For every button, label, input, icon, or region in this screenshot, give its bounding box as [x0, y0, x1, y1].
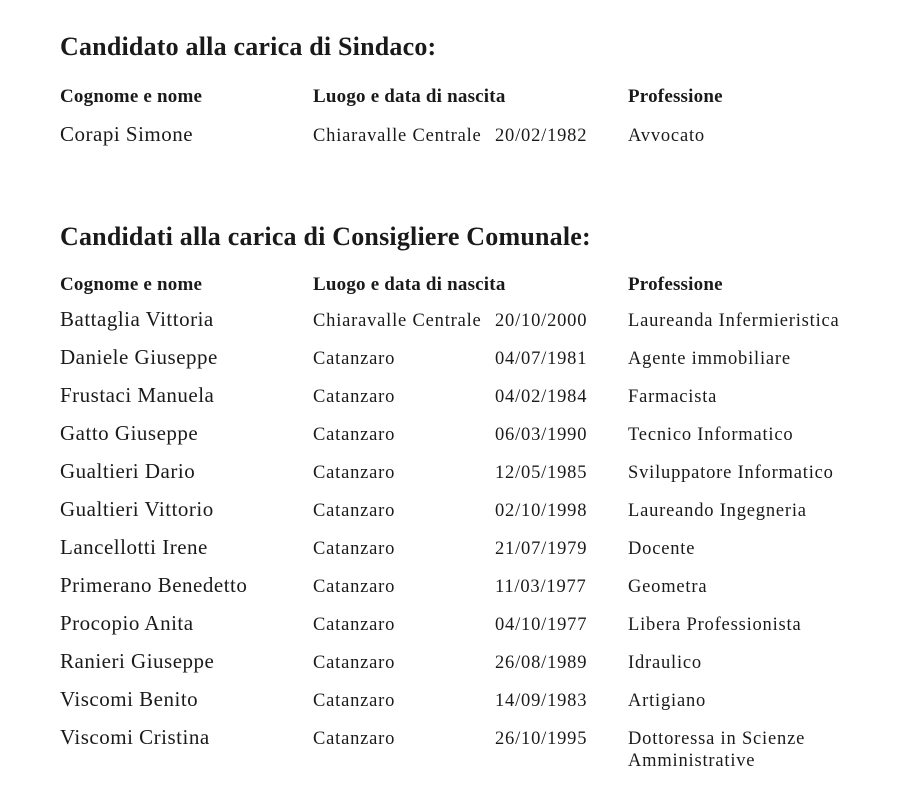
table-header-row [60, 274, 917, 307]
profession: Artigiano [628, 691, 707, 711]
column-header-name: Cognome e nome [60, 86, 203, 107]
column-header-birth: Luogo e data di nascita [313, 86, 506, 107]
birth-place: Chiaravalle Centrale [313, 126, 482, 146]
profession: Avvocato [628, 126, 705, 146]
candidate-name: Battaglia Vittoria [60, 307, 214, 331]
birth-date: 06/03/1990 [495, 425, 588, 445]
birth-date: 26/08/1989 [495, 653, 588, 673]
birth-date: 11/03/1977 [495, 577, 587, 597]
profession: Libera Professionista [628, 615, 802, 635]
candidate-name: Corapi Simone [60, 122, 194, 146]
table-row [60, 421, 917, 459]
birth-date: 12/05/1985 [495, 463, 588, 483]
birth-date: 04/07/1981 [495, 349, 588, 369]
candidate-name: Lancellotti Irene [60, 535, 208, 559]
table-row [60, 649, 917, 687]
table-row [60, 383, 917, 421]
profession: Laureando Ingegneria [628, 501, 807, 521]
birth-date: 04/02/1984 [495, 387, 588, 407]
birth-place: Catanzaro [313, 349, 396, 369]
table-row [60, 573, 917, 611]
birth-place: Catanzaro [313, 577, 396, 597]
profession: Farmacista [628, 387, 718, 407]
table-row [60, 725, 917, 772]
birth-place: Catanzaro [313, 539, 396, 559]
birth-place: Catanzaro [313, 729, 396, 749]
column-header-profession: Professione [628, 86, 723, 107]
candidate-name: Primerano Benedetto [60, 573, 248, 597]
candidate-name: Gualtieri Dario [60, 459, 196, 483]
section-consiglieri [60, 222, 917, 772]
table-row [60, 535, 917, 573]
birth-place: Catanzaro [313, 463, 396, 483]
candidate-name: Gualtieri Vittorio [60, 497, 214, 521]
candidate-name: Daniele Giuseppe [60, 345, 218, 369]
birth-place: Catanzaro [313, 425, 396, 445]
profession: Tecnico Informatico [628, 425, 794, 445]
birth-date: 02/10/1998 [495, 501, 588, 521]
candidate-name: Procopio Anita [60, 611, 194, 635]
birth-date: 21/07/1979 [495, 539, 588, 559]
column-header-birth: Luogo e data di nascita [313, 274, 506, 295]
birth-date: 14/09/1983 [495, 691, 588, 711]
column-header-name: Cognome e nome [60, 274, 203, 295]
column-header-profession: Professione [628, 274, 723, 295]
birth-date: 20/10/2000 [495, 311, 588, 331]
table-row [60, 687, 917, 725]
section-title-sindaco: Candidato alla carica di Sindaco: [60, 32, 437, 61]
profession: Docente [628, 539, 696, 559]
candidate-name: Ranieri Giuseppe [60, 649, 215, 673]
section-sindaco [60, 32, 917, 160]
table-header-row [60, 86, 917, 122]
profession: Idraulico [628, 653, 702, 673]
profession: Dottoressa in Scienze Amministrative [628, 729, 806, 771]
birth-date: 26/10/1995 [495, 729, 588, 749]
birth-place: Catanzaro [313, 501, 396, 521]
candidate-name: Gatto Giuseppe [60, 421, 199, 445]
candidate-name: Viscomi Cristina [60, 725, 210, 749]
candidate-name: Viscomi Benito [60, 687, 199, 711]
table-row [60, 497, 917, 535]
table-row [60, 122, 917, 160]
birth-place: Catanzaro [313, 653, 396, 673]
profession: Sviluppatore Informatico [628, 463, 834, 483]
birth-place: Chiaravalle Centrale [313, 311, 482, 331]
table-row [60, 307, 917, 345]
birth-date: 04/10/1977 [495, 615, 588, 635]
birth-place: Catanzaro [313, 387, 396, 407]
section-title-consiglieri: Candidati alla carica di Consigliere Comunale: [60, 222, 591, 251]
profession: Laureanda Infermieristica [628, 311, 840, 331]
profession: Agente immobiliare [628, 349, 791, 369]
table-row [60, 459, 917, 497]
profession: Geometra [628, 577, 708, 597]
table-row [60, 345, 917, 383]
table-row [60, 611, 917, 649]
birth-place: Catanzaro [313, 691, 396, 711]
birth-place: Catanzaro [313, 615, 396, 635]
birth-date: 20/02/1982 [495, 126, 588, 146]
candidate-name: Frustaci Manuela [60, 383, 215, 407]
